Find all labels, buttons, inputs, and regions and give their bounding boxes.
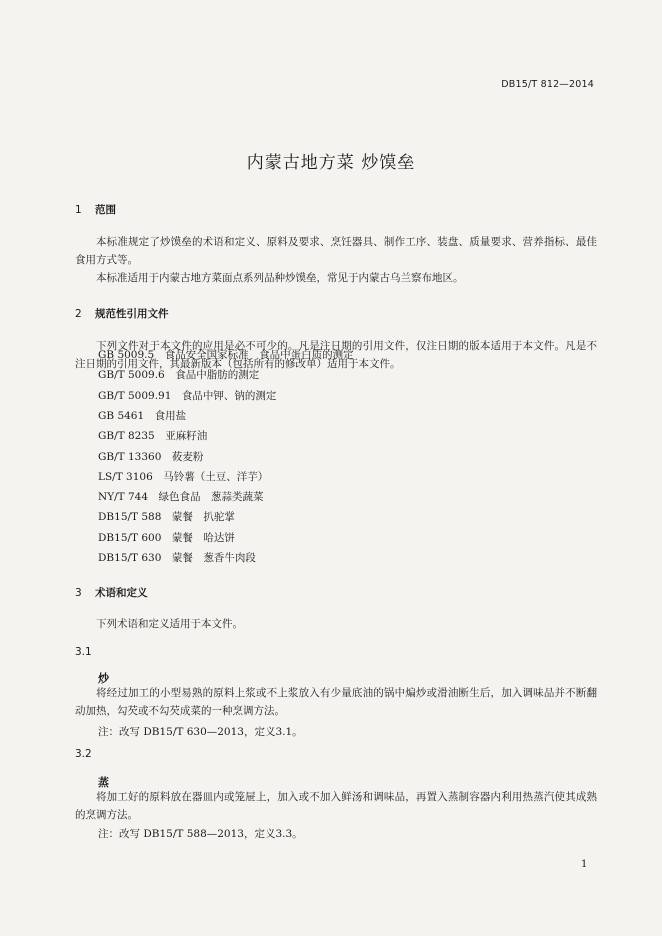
reference-code: GB/T 5009.6 (98, 369, 165, 382)
reference-title: 蒙餐 扒驼掌 (171, 511, 235, 524)
reference-item (98, 510, 235, 524)
standard-code: DB15/T 812—2014 (501, 79, 594, 90)
reference-title: 蒙餐 哈达饼 (171, 531, 235, 544)
section-number: 3 (75, 587, 82, 599)
reference-code: NY/T 744 (98, 491, 149, 504)
term-definition: 将加工好的原料放在器皿内或笼屉上，加入或不加入鲜汤和调味品，再置入蒸制容器内利用热蒸汽使其成熟的烹调方法。 (75, 791, 597, 821)
reference-code: DB15/T 630 (98, 552, 162, 564)
reference-title: 食品中钾、钠的测定 (181, 389, 277, 402)
reference-title: 食品安全国家标准 食品中蛋白质的测定 (164, 349, 354, 361)
section-1-paragraph-2: 本标准适用于内蒙古地方菜面点系列品种炒馍垒，常见于内蒙古乌兰察布地区。 (96, 272, 464, 284)
section-number: 2 (75, 308, 82, 320)
document-title: 内蒙古地方菜 炒馍垒 (246, 153, 416, 173)
reference-title: 食品中脂肪的测定 (175, 369, 260, 382)
reference-item (98, 348, 354, 362)
reference-code: GB/T 13360 (98, 450, 162, 463)
term-number: 3.1 (75, 646, 92, 658)
reference-item (98, 409, 186, 423)
reference-item (98, 551, 256, 565)
section-3-intro: 下列术语和定义适用于本文件。 (96, 618, 243, 630)
reference-code: GB 5461 (98, 409, 145, 422)
section-2-intro: 下列文件对于本文件的应用是必不可少的。凡是注日期的引用文件，仅注日期的版本适用于本文件。凡是不注日期的引用文件，其最新版本（包括所有的修改单）适用于本文件。 (75, 340, 597, 370)
reference-title: 亚麻籽油 (165, 430, 208, 443)
reference-title: 马铃薯（土豆、洋芋） (163, 470, 269, 483)
reference-code: GB/T 8235 (98, 430, 155, 443)
section-2-heading (75, 306, 169, 321)
section-title: 术语和定义 (95, 587, 148, 599)
reference-code: LS/T 3106 (98, 470, 153, 483)
reference-item (98, 429, 207, 443)
reference-code: GB/T 5009.91 (98, 389, 172, 402)
page-number: 1 (581, 859, 588, 870)
reference-item (98, 531, 235, 545)
term-name: 炒 (98, 672, 109, 685)
reference-title: 绿色食品 葱蒜类蔬菜 (158, 491, 264, 504)
reference-item (98, 490, 264, 504)
reference-code: DB15/T 588 (98, 511, 162, 524)
term-number: 3.2 (75, 748, 92, 760)
reference-item (98, 470, 268, 484)
reference-code: DB15/T 600 (98, 531, 162, 544)
reference-title: 蒙餐 葱香牛肉段 (171, 552, 256, 564)
section-title: 范围 (95, 204, 116, 216)
reference-title: 食用盐 (154, 409, 187, 422)
reference-item (98, 368, 259, 382)
section-3-heading (75, 585, 148, 600)
term-note: 注：改写 DB15/T 588—2013，定义3.3。 (98, 828, 303, 840)
reference-item (98, 450, 203, 464)
reference-item (98, 389, 276, 403)
section-title: 规范性引用文件 (95, 308, 169, 320)
reference-code: GB 5009.5 (98, 349, 155, 361)
term-definition: 将经过加工的小型易熟的原料上浆或不上浆放入有少量底油的锅中煸炒或滑油断生后，加入调味品并不断翻动加热，勾芡或不勾芡成菜的一种烹调方法。 (75, 687, 597, 717)
section-number: 1 (75, 204, 82, 216)
section-1-heading (75, 202, 116, 217)
section-1-paragraph-1: 本标准规定了炒馍垒的术语和定义、原料及要求、烹饪器具、制作工序、装盘、质量要求、营养指标、最佳食用方式等。 (75, 236, 597, 266)
reference-title: 莜麦粉 (171, 450, 204, 463)
term-name: 蒸 (98, 776, 109, 789)
term-note: 注：改写 DB15/T 630—2013，定义3.1。 (98, 726, 303, 738)
